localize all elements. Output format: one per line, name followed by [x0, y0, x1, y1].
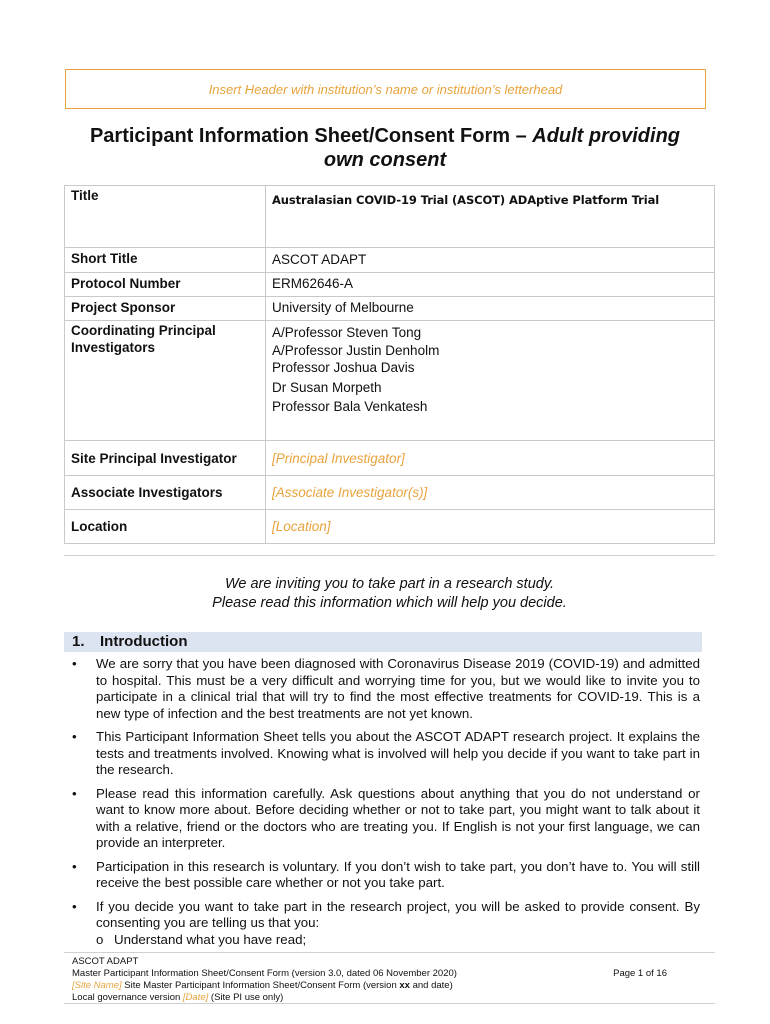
bullet-text: Participation in this research is voluntary. If you don’t wish to take part, you don’t have to. You will still receive the best possible care whether or not you take part.: [96, 858, 700, 890]
page-footer: [72, 956, 702, 1004]
location-label: Location: [65, 510, 266, 544]
row-location: [65, 510, 715, 544]
footer-master-version: Master Participant Information Sheet/Consent Form (version 3.0, dated 06 November 2020): [72, 968, 457, 979]
footer-local-governance-text: Local governance version: [72, 992, 183, 1003]
bullet-text: Please read this information carefully. Ask questions about anything that you do not understand or want to know more about. Before deciding whether or not to take part, you might want to talk about it with a relative, friend or the doctors who are treating you. If English is not your first language, we can provide an interpreter.: [96, 785, 700, 850]
divider: [64, 555, 715, 556]
row-protocol: [65, 273, 715, 297]
row-coordinating-pi: [65, 321, 715, 441]
sub-bullet-text: Understand what you have read;: [114, 931, 307, 947]
footer-divider-bottom: [64, 1003, 715, 1004]
invitation-line-2: Please read this information which will help you decide.: [212, 595, 567, 611]
sub-list-item: [96, 932, 700, 949]
bullet-text: We are sorry that you have been diagnosed with Coronavirus Disease 2019 (COVID-19) and admitted to hospital. This must be a very difficult and worrying time for you, but we would like to invite you to participate in a clinical trial that will try to find the most effective treatments for COVID-19. This is a new type of infection and the best treatments are not yet known.: [96, 656, 700, 721]
bullet-icon: •: [72, 858, 77, 874]
coordinating-pi-5: Professor Bala Venkatesh: [272, 399, 428, 414]
protocol-label: Protocol Number: [65, 273, 266, 297]
row-short-title: [65, 248, 715, 273]
study-info-table: [64, 185, 715, 544]
section-number: 1.: [72, 633, 85, 650]
introduction-bullet-list: [64, 656, 700, 955]
title-value: [266, 186, 715, 248]
document-title-main: Participant Information Sheet/Consent Form –: [89, 125, 533, 147]
footer-site-version-text: Site Master Participant Information Sheet/Consent Form (version: [121, 980, 400, 991]
list-item: [64, 859, 700, 892]
site-pi-label: Site Principal Investigator: [65, 441, 266, 476]
site-pi-value: [Principal Investigator]: [266, 441, 715, 476]
bullet-text: If you decide you want to take part in the research project, you will be asked to provide consent. By consenting you are telling us that you:: [96, 898, 700, 930]
bullet-text: This Participant Information Sheet tells you about the ASCOT ADAPT research project. It explains the tests and treatments involved. Knowing what is involved will help you decide if you want to take part in the research.: [96, 729, 700, 777]
footer-site-name-placeholder: [Site Name]: [72, 980, 122, 991]
short-title-value: ASCOT ADAPT: [266, 248, 715, 273]
footer-date-placeholder: [Date]: [182, 992, 209, 1003]
document-title-italic: Adult providing own consent: [323, 125, 681, 171]
footer-short-title: ASCOT ADAPT: [72, 956, 139, 967]
bullet-icon: •: [72, 729, 77, 744]
sponsor-label: Project Sponsor: [65, 297, 266, 321]
coordinating-pi-2: A/Professor Justin Denholm: [272, 342, 440, 358]
page-number: Page 1 of 16: [613, 968, 667, 979]
title-label: Title: [65, 186, 266, 248]
list-item: [64, 656, 700, 722]
list-item: [64, 899, 700, 949]
bullet-icon: •: [72, 785, 77, 801]
associate-investigators-value: [Associate Investigator(s)]: [266, 476, 715, 510]
footer-site-version-tail: and date): [409, 980, 453, 991]
section-title: Introduction: [100, 633, 188, 650]
row-title: [65, 186, 715, 248]
section-heading-introduction: [64, 632, 702, 652]
footer-local-governance-tail: (Site PI use only): [208, 992, 284, 1003]
bullet-icon: •: [72, 656, 77, 671]
location-value: [Location]: [266, 510, 715, 544]
document-title: [70, 124, 700, 172]
title-value-text: Australasian COVID-19 Trial (ASCOT) ADAptive Platform Trial: [272, 193, 660, 207]
list-item: [64, 729, 700, 779]
sponsor-value: University of Melbourne: [266, 297, 715, 321]
footer-divider: [64, 952, 715, 953]
coordinating-pi-label: Coordinating Principal Investigators: [65, 321, 266, 441]
coordinating-pi-values: [266, 321, 715, 441]
coordinating-pi-1: A/Professor Steven Tong: [272, 325, 422, 340]
row-sponsor: [65, 297, 715, 321]
letterhead-placeholder-text: Insert Header with institution’s name or institution’s letterhead: [208, 81, 563, 97]
coordinating-pi-3: Professor Joshua Davis: [272, 360, 415, 375]
coordinating-pi-4: Dr Susan Morpeth: [272, 379, 382, 395]
associate-investigators-label: Associate Investigators: [65, 476, 266, 510]
sub-bullet-icon: o: [96, 931, 104, 947]
bullet-icon: •: [72, 898, 77, 914]
row-site-pi: [65, 441, 715, 476]
short-title-label: Short Title: [65, 248, 266, 273]
protocol-value: ERM62646-A: [266, 273, 715, 297]
invitation-line-1: We are inviting you to take part in a research study.: [224, 576, 555, 592]
row-associate-investigators: [65, 476, 715, 510]
footer-site-version: [72, 980, 702, 992]
letterhead-placeholder: [65, 69, 706, 109]
invitation-text: [64, 575, 715, 613]
footer-version-xx: xx: [399, 980, 410, 991]
list-item: [64, 786, 700, 852]
